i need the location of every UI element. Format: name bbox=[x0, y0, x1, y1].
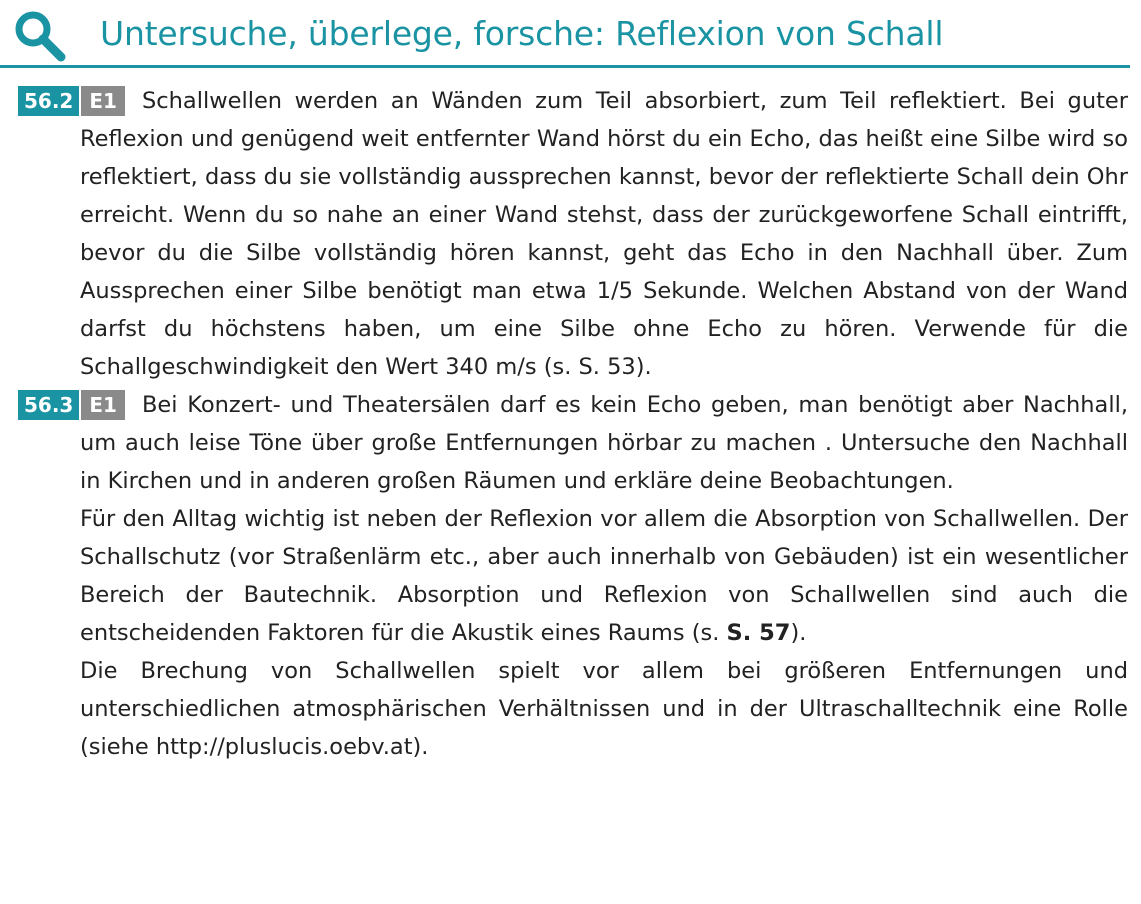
task-text: Bei Konzert- und Theatersälen darf es kein Echo geben, man benötigt aber Nachhall, um auch leise Töne über große Entfernungen hörbar zu machen . Untersuche den Nachhall in Kirchen und in anderen großen Räumen und erkläre deine Beobachtungen. bbox=[80, 392, 1128, 494]
page-reference: S. 57 bbox=[726, 620, 791, 646]
task-badges bbox=[18, 390, 125, 420]
paragraph-refraction: Die Brechung von Schallwellen spielt vor allem bei größeren Entfernungen und unterschiedlichen atmosphärischen Verhältnissen und in der Ultraschalltechnik eine Rolle (siehe http://pluslucis.oebv.at). bbox=[80, 658, 1128, 760]
page-header bbox=[0, 0, 1141, 68]
page-content bbox=[0, 82, 1141, 766]
task-badges bbox=[18, 86, 125, 116]
task-56-3 bbox=[18, 386, 1128, 500]
task-56-2 bbox=[18, 82, 1128, 386]
task-level-badge: E1 bbox=[81, 86, 125, 116]
task-level-badge: E1 bbox=[81, 390, 125, 420]
task-number-badge: 56.2 bbox=[18, 86, 79, 116]
paragraph-end: ). bbox=[790, 620, 807, 646]
paragraph-absorption bbox=[80, 500, 1128, 652]
title-divider bbox=[0, 65, 1130, 68]
page-title: Untersuche, überlege, forsche: Reflexion von Schall bbox=[100, 14, 944, 53]
task-text: Schallwellen werden an Wänden zum Teil absorbiert, zum Teil reflektiert. Bei guter Reflexion und genügend weit entfernter Wand hörst du ein Echo, das heißt eine Silbe wird so reflektiert, dass du sie vollständig aussprechen kannst, bevor der reflektierte Schall dein Ohr erreicht. Wenn du so nahe an einer Wand stehst, dass der zurückgeworfene Schall eintrifft, bevor du die Silbe vollständig hören kannst, geht das Echo in den Nachhall über. Zum Aussprechen einer Silbe benötigt man etwa 1/5 Sekunde. Welchen Abstand von der Wand darfst du höchstens haben, um eine Silbe ohne Echo zu hören. Verwende für die Schallgeschwindigkeit den Wert 340 m/s (s. S. 53). bbox=[80, 88, 1128, 380]
task-number-badge: 56.3 bbox=[18, 390, 79, 420]
paragraph-text: Für den Alltag wichtig ist neben der Reflexion vor allem die Absorption von Schallwellen. Der Schallschutz (vor Straßenlärm etc., aber auch innerhalb von Gebäuden) ist ein wesentlicher Bereich der Bautechnik. Absorption und Reflexion von Schallwellen sind auch die entscheidenden Faktoren für die Akustik eines Raums (s. bbox=[80, 506, 1128, 646]
magnifier-icon bbox=[12, 8, 68, 64]
